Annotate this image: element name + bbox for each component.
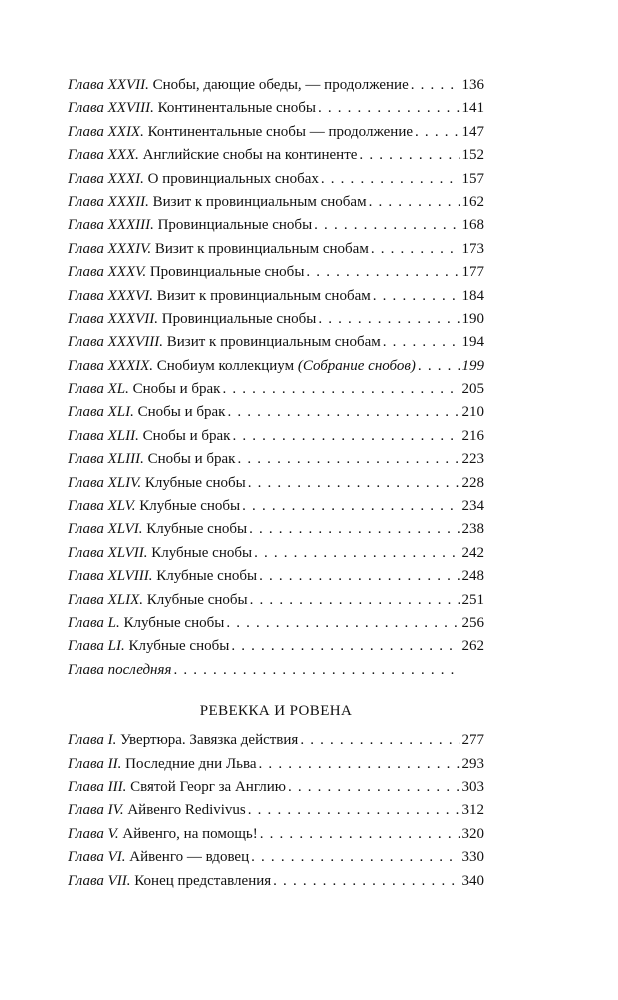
toc-entry[interactable] [68, 97, 484, 120]
chapter-title-text: Визит к провинциальным снобам [156, 287, 371, 304]
chapter-title-text: Снобы и брак [137, 404, 226, 421]
chapter-number: Глава XXVII. [68, 77, 149, 93]
chapter-number: Глава IV. [68, 802, 124, 819]
toc-entry[interactable] [68, 472, 484, 495]
chapter-number: Глава VI. [68, 849, 126, 866]
chapter-number: Глава XXXVI. [68, 287, 154, 304]
chapter-title-text: Клубные снобы [144, 474, 246, 491]
page-number: 223 [461, 451, 484, 468]
chapter-title [143, 144, 358, 167]
page-number: 248 [461, 568, 484, 585]
chapter-title [158, 97, 316, 120]
dot-leader [298, 729, 460, 752]
toc-entry[interactable] [68, 823, 484, 846]
chapter-title-text: Провинциальные снобы [149, 264, 305, 281]
chapter-title-text: Клубные снобы [151, 544, 253, 561]
toc-entry[interactable] [68, 331, 484, 354]
toc-entry[interactable] [68, 518, 484, 541]
chapter-number: Глава V. [68, 825, 119, 842]
chapter-number: Глава II. [68, 755, 122, 772]
toc-entry[interactable] [68, 448, 484, 471]
toc-entry[interactable] [68, 729, 484, 752]
chapter-number: Глава XXXI. [68, 170, 144, 187]
chapter-title-text: Снобы и брак [147, 451, 236, 468]
page-number: 234 [461, 498, 484, 515]
page-number: 312 [461, 802, 484, 819]
chapter-title [153, 191, 367, 214]
dot-leader [413, 121, 460, 144]
page-number: 199 [461, 357, 484, 374]
dot-leader [312, 214, 460, 237]
page-number: 190 [461, 310, 484, 327]
toc-entry[interactable] [68, 355, 484, 378]
dot-leader [225, 401, 460, 424]
dot-leader [381, 331, 460, 354]
page-number: 320 [461, 825, 484, 842]
chapter-number: Глава LI. [68, 638, 125, 655]
chapter-title-text: Клубные снобы [139, 498, 241, 515]
chapter-title-text: Конец представления [134, 872, 272, 889]
chapter-title [157, 355, 416, 378]
chapter-number: Глава I. [68, 732, 117, 749]
chapter-title [167, 331, 381, 354]
toc-entry[interactable] [68, 308, 484, 331]
dot-leader [286, 776, 460, 799]
page-number: 147 [461, 123, 484, 140]
toc-entry[interactable] [68, 121, 484, 144]
chapter-title [139, 495, 240, 518]
dot-leader [247, 518, 460, 541]
dot-leader [371, 285, 460, 308]
chapter-title-text: Святой Георг за Англию [130, 778, 286, 795]
chapter-number: Глава XXXV. [68, 264, 147, 281]
chapter-title-text: Клубные снобы [146, 591, 248, 608]
page-number: 216 [461, 427, 484, 444]
chapter-title [148, 448, 236, 471]
chapter-title-text: Визит к провинциальным снобам [166, 334, 381, 351]
dot-leader [171, 659, 460, 682]
chapter-title [150, 261, 305, 284]
chapter-title-text: Айвенго Redivivus [127, 802, 246, 819]
dot-leader [252, 542, 460, 565]
chapter-title [125, 753, 256, 776]
chapter-number: Глава XXVIII. [68, 100, 154, 117]
dot-leader [367, 191, 460, 214]
page-number: 157 [461, 170, 484, 187]
toc-entry[interactable] [68, 542, 484, 565]
chapter-title [143, 425, 231, 448]
toc-entry[interactable] [68, 659, 484, 682]
toc-entry[interactable] [68, 612, 484, 635]
chapter-title-text: Увертюра. Завязка действия [120, 732, 299, 749]
page-number: 303 [461, 778, 484, 795]
toc-entry[interactable] [68, 191, 484, 214]
chapter-title-text: Айвенго — вдовец [129, 849, 250, 866]
chapter-title-text: О провинциальных снобах [147, 170, 319, 187]
chapter-title-text: Английские снобы на континенте [142, 147, 358, 164]
page-number: 340 [461, 872, 484, 889]
chapter-number: Глава XXXIX. [68, 357, 154, 374]
dot-leader [319, 168, 460, 191]
chapter-title [146, 518, 247, 541]
dot-leader [235, 448, 460, 471]
dot-leader [357, 144, 460, 167]
dot-leader [271, 870, 460, 893]
page-number: 205 [461, 381, 484, 398]
chapter-number: Глава XLIV. [68, 474, 142, 491]
chapter-title-text: Айвенго, на помощь! [122, 825, 258, 842]
toc-list-rebecca [68, 729, 484, 893]
chapter-title [145, 472, 246, 495]
page-number: 152 [461, 147, 484, 164]
chapter-number: Глава XL. [68, 381, 129, 398]
toc-entry[interactable] [68, 261, 484, 284]
page-number: 136 [461, 77, 484, 93]
chapter-title-text: Клубные снобы [146, 521, 248, 538]
page-number: 251 [461, 591, 484, 608]
chapter-number: Глава XXXVIII. [68, 334, 164, 351]
toc-entry[interactable] [68, 144, 484, 167]
page-number: 168 [461, 217, 484, 234]
dot-leader [249, 846, 460, 869]
chapter-number: Глава XXX. [68, 147, 139, 164]
chapter-title-text: Последние дни Льва [125, 755, 257, 772]
chapter-title [151, 542, 252, 565]
chapter-number: Глава XLI. [68, 404, 134, 421]
dot-leader [258, 823, 460, 846]
page-number: 210 [461, 404, 484, 421]
chapter-title-text: Континентальные снобы [157, 100, 316, 117]
chapter-number: Глава III. [68, 778, 127, 795]
toc-entry[interactable] [68, 401, 484, 424]
chapter-title [138, 401, 226, 424]
chapter-title [156, 565, 257, 588]
page-number: 184 [461, 287, 484, 304]
toc-entry[interactable] [68, 238, 484, 261]
dot-leader [246, 472, 460, 495]
chapter-title [120, 729, 298, 752]
toc-entry[interactable] [68, 753, 484, 776]
dot-leader [248, 589, 460, 612]
page-number: 293 [461, 755, 484, 772]
toc-entry[interactable] [68, 846, 484, 869]
dot-leader [229, 635, 460, 658]
toc-entry[interactable] [68, 378, 484, 401]
chapter-title [162, 308, 317, 331]
chapter-title [155, 238, 369, 261]
dot-leader [246, 799, 460, 822]
dot-leader [316, 308, 460, 331]
dot-leader [240, 495, 460, 518]
chapter-number: Глава XXXIV. [68, 240, 152, 257]
chapter-title-text: Снобы, дающие обеды, — продолжение [152, 77, 409, 93]
chapter-title-text: Снобы и брак [142, 427, 231, 444]
chapter-title [134, 870, 271, 893]
chapter-title [148, 121, 413, 144]
chapter-title [153, 74, 409, 97]
toc-entry[interactable] [68, 870, 484, 893]
chapter-number: Глава XLIII. [68, 451, 144, 468]
chapter-title-text: Клубные снобы [156, 568, 258, 585]
toc-entry[interactable] [68, 776, 484, 799]
toc-list-main [68, 74, 484, 682]
page-number: 141 [461, 100, 484, 117]
chapter-title-text: Клубные снобы [128, 638, 230, 655]
toc-entry[interactable] [68, 589, 484, 612]
chapter-title-text: Визит к провинциальным снобам [154, 240, 369, 257]
chapter-number: Глава последняя [68, 661, 172, 678]
chapter-title [128, 635, 229, 658]
dot-leader [409, 74, 460, 97]
chapter-number: Глава XXXII. [68, 193, 149, 210]
section-title: РЕВЕККА И РОВЕНА [199, 703, 353, 720]
chapter-number: Глава XLVII. [68, 544, 148, 561]
toc-entry[interactable] [68, 214, 484, 237]
page-number: 194 [461, 334, 484, 351]
dot-leader [316, 97, 460, 120]
toc-entry[interactable] [68, 635, 484, 658]
chapter-number: Глава XLV. [68, 498, 136, 515]
page-number: 177 [461, 264, 484, 281]
chapter-number: Глава XXXVII. [68, 310, 159, 327]
dot-leader [224, 612, 460, 635]
dot-leader [230, 425, 460, 448]
page-number: 162 [461, 193, 484, 210]
page-number: 228 [461, 474, 484, 491]
chapter-number: Глава XLVIII. [68, 568, 153, 585]
chapter-title [127, 799, 245, 822]
chapter-title [123, 612, 224, 635]
chapter-title-text: Снобиум коллекциум [156, 357, 295, 374]
page-number: 262 [461, 638, 484, 655]
chapter-number: Глава XXXIII. [68, 217, 154, 234]
toc-entry[interactable] [68, 285, 484, 308]
chapter-title-text: Визит к провинциальным снобам [152, 193, 367, 210]
chapter-title [129, 846, 249, 869]
page-number: 256 [461, 614, 484, 631]
chapter-subtitle: (Собрание снобов) [297, 357, 416, 374]
toc-entry[interactable] [68, 74, 484, 97]
dot-leader [416, 355, 460, 378]
dot-leader [257, 753, 460, 776]
page-number: 173 [461, 240, 484, 257]
toc-entry[interactable] [68, 565, 484, 588]
toc-entry[interactable] [68, 425, 484, 448]
dot-leader [304, 261, 460, 284]
chapter-title [148, 168, 319, 191]
chapter-number: Глава XXIX. [68, 123, 144, 140]
chapter-title-text: Континентальные снобы — продолжение [147, 123, 414, 140]
dot-leader [220, 378, 460, 401]
chapter-title [122, 823, 257, 846]
toc-entry[interactable] [68, 799, 484, 822]
chapter-number: Глава XLIX. [68, 591, 144, 608]
chapter-number: Глава XLVI. [68, 521, 143, 538]
toc-page [68, 74, 484, 893]
chapter-number: Глава VII. [68, 872, 131, 889]
chapter-title-text: Провинциальные снобы [161, 310, 317, 327]
page-number: 277 [461, 732, 484, 749]
chapter-title-text: Клубные снобы [123, 614, 225, 631]
chapter-title [130, 776, 286, 799]
chapter-number: Глава XLII. [68, 427, 139, 444]
toc-entry[interactable] [68, 495, 484, 518]
toc-entry[interactable] [68, 168, 484, 191]
chapter-number: Глава L. [68, 614, 120, 631]
dot-leader [369, 238, 460, 261]
chapter-title-text: Снобы и брак [132, 381, 221, 398]
chapter-title [158, 214, 313, 237]
dot-leader [257, 565, 460, 588]
chapter-title-text: Провинциальные снобы [157, 217, 313, 234]
chapter-title [147, 589, 248, 612]
chapter-title [157, 285, 371, 308]
page-number: 238 [461, 521, 484, 538]
page-number: 242 [461, 544, 484, 561]
chapter-title [133, 378, 221, 401]
page-number: 330 [461, 849, 484, 866]
